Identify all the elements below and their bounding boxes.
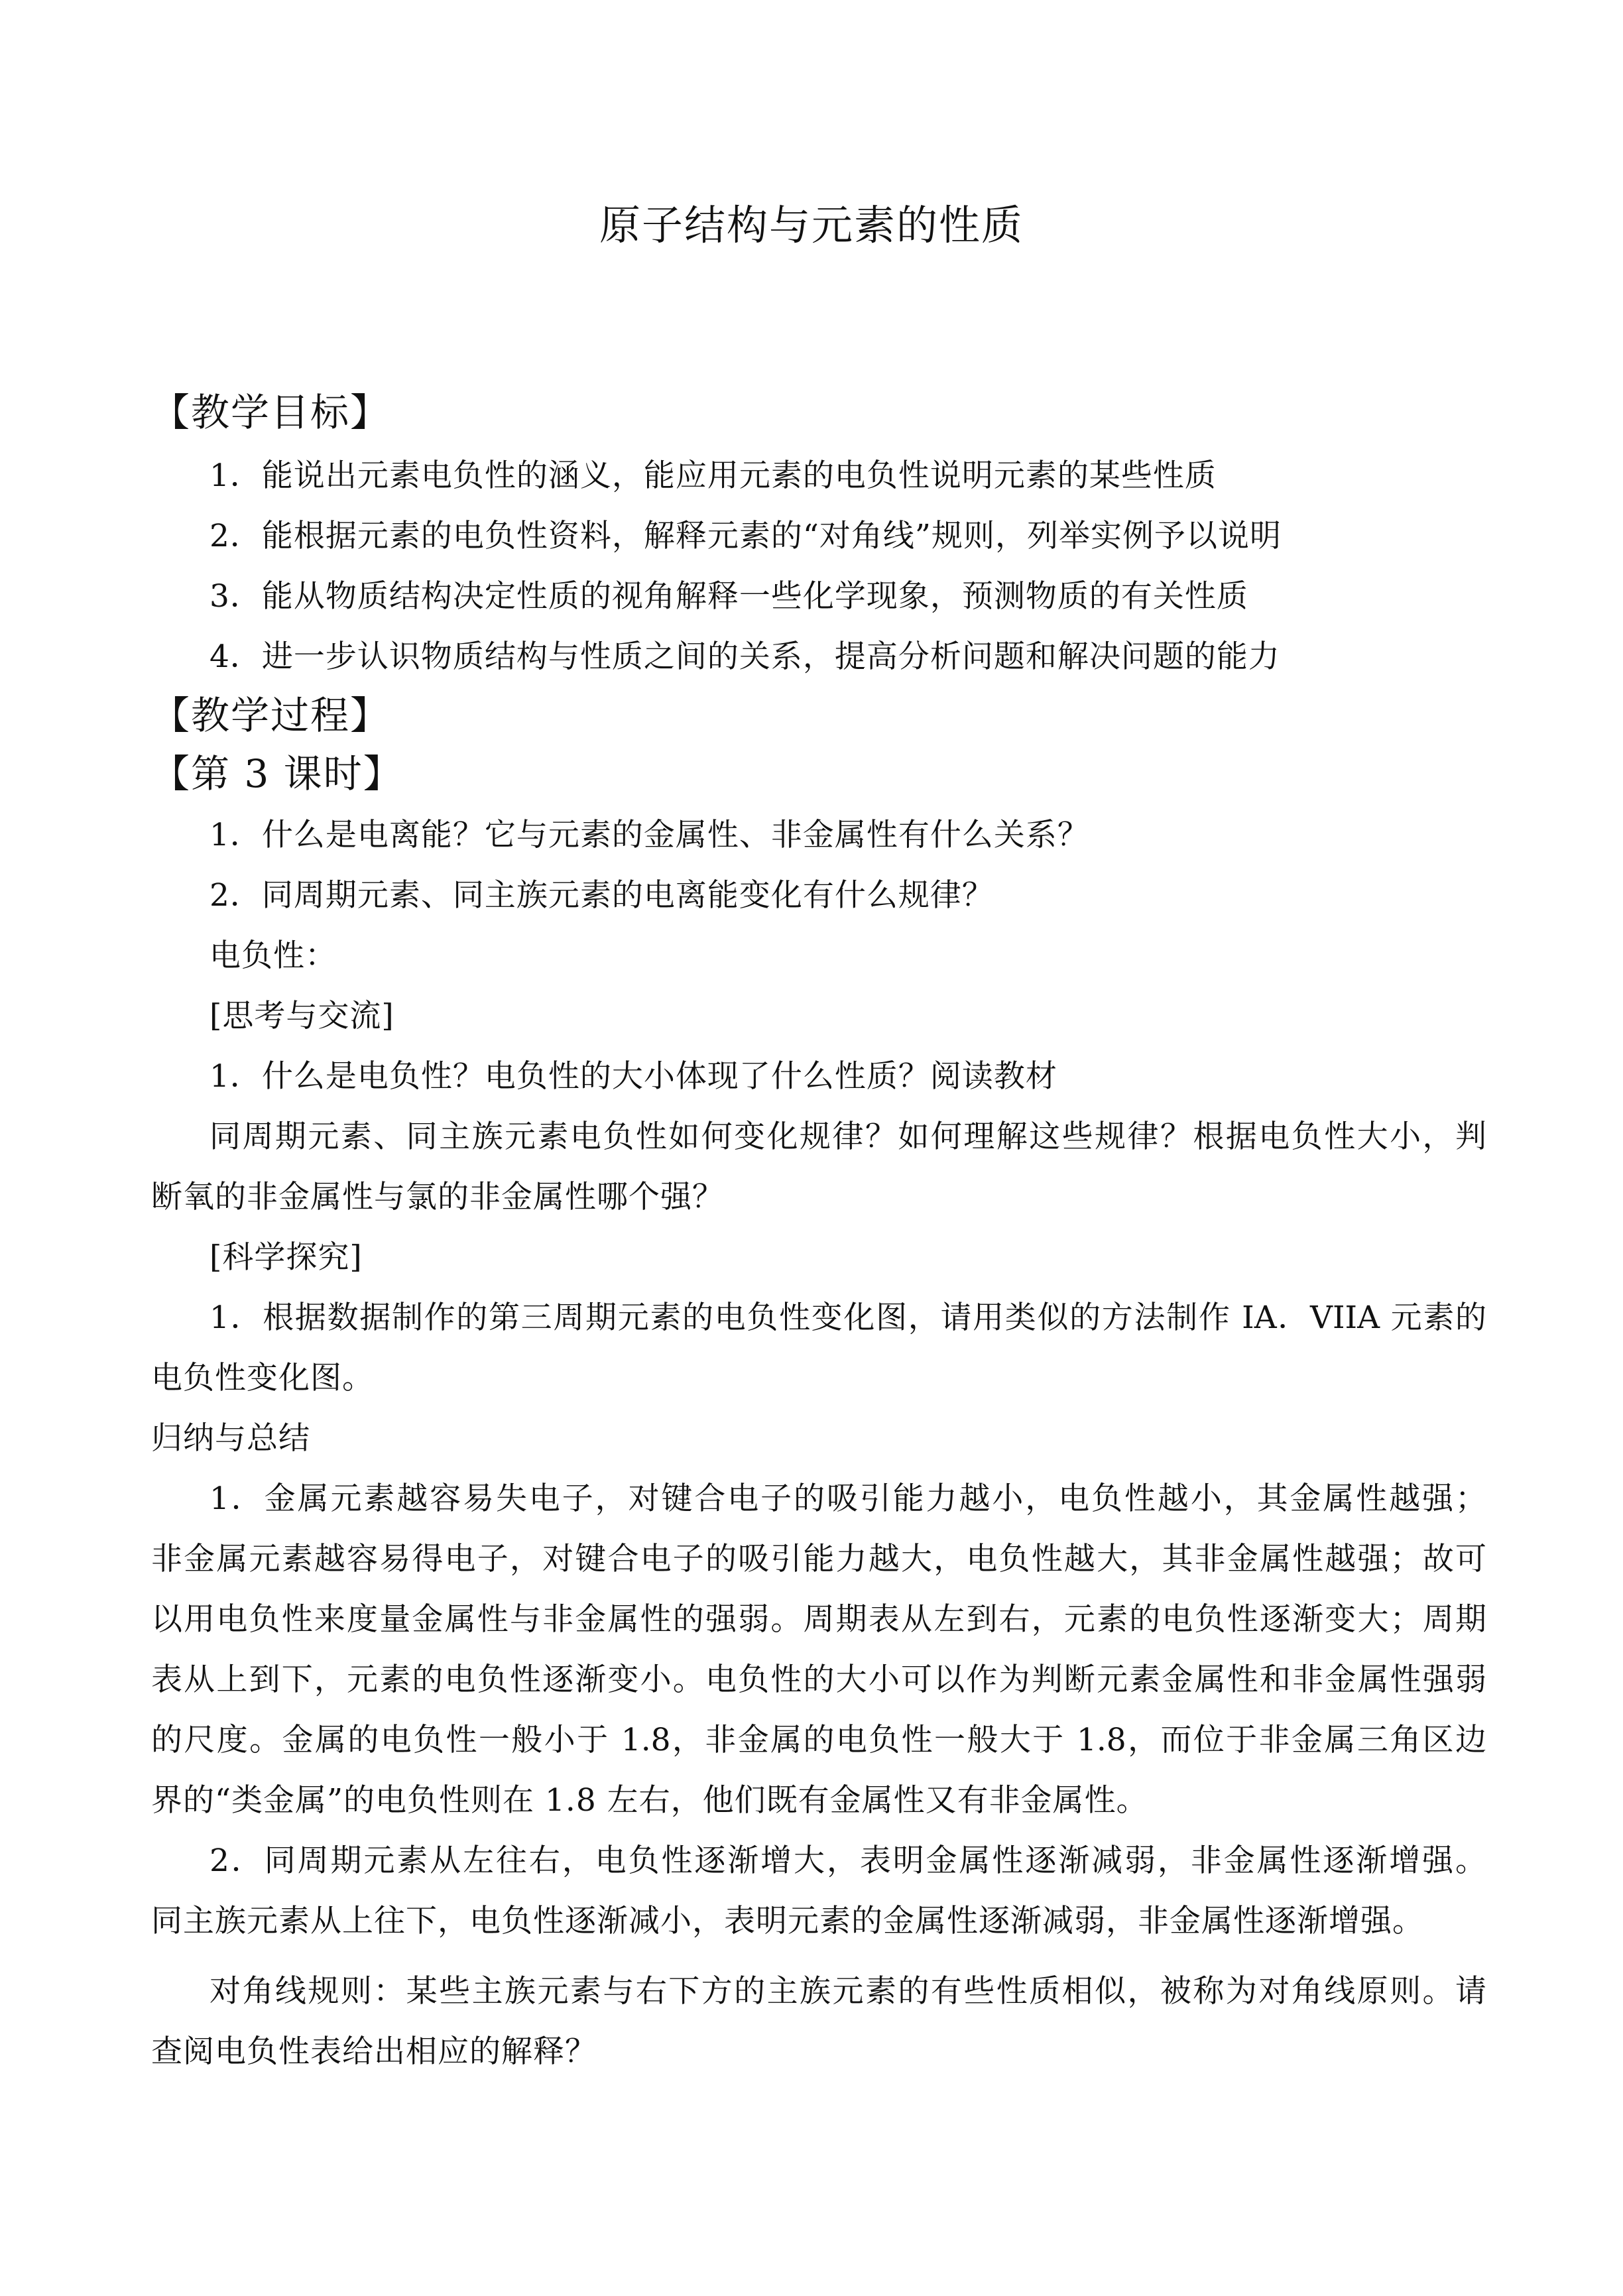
text-line: 同周期元素、同主族元素电负性如何变化规律？如何理解这些规律？根据电负性大小，判 [210, 1118, 1486, 1155]
question-line: 2．同周期元素、同主族元素的电离能变化有什么规律？ [210, 877, 994, 914]
goal-item: 4．进一步认识物质结构与性质之间的关系，提高分析问题和解决问题的能力 [210, 638, 1280, 675]
section-label: 归纳与总结 [151, 1420, 310, 1457]
text-line: 断氧的非金属性与氯的非金属性哪个强？ [151, 1179, 724, 1215]
document-title: 原子结构与元素的性质 [599, 201, 1024, 249]
text-line: 查阅电负性表给出相应的解释？ [151, 2033, 597, 2070]
question-line: 1．什么是电负性？电负性的大小体现了什么性质？阅读教材 [210, 1058, 1057, 1095]
text-line: 电负性变化图。 [151, 1360, 374, 1396]
text-line: 2．同周期元素从左往右，电负性逐渐增大，表明金属性逐渐减弱，非金属性逐渐增强。 [210, 1843, 1486, 1879]
text-line: 对角线规则：某些主族元素与右下方的主族元素的有些性质相似，被称为对角线原则。请 [210, 1973, 1486, 2010]
heading-lesson-3: 【第 3 课时】 [151, 751, 403, 796]
goal-item: 2．能根据元素的电负性资料，解释元素的“对角线”规则，列举实例予以说明 [210, 518, 1282, 554]
text-line: 非金属元素越容易得电子，对键合电子的吸引能力越大，电负性越大，其非金属性越强；故可 [151, 1541, 1486, 1577]
question-line: 1．什么是电离能？它与元素的金属性、非金属性有什么关系？ [210, 817, 1089, 853]
text-line: 1．金属元素越容易失电子，对键合电子的吸引能力越小，电负性越小，其金属性越强； [210, 1480, 1486, 1517]
text-line: 1．根据数据制作的第三周期元素的电负性变化图，请用类似的方法制作 IA．VIIA 元素的 [210, 1299, 1486, 1336]
heading-teaching-process: 【教学过程】 [151, 693, 391, 738]
text-line: 的尺度。金属的电负性一般小于 1.8，非金属的电负性一般大于 1.8，而位于非金属三角区边 [151, 1722, 1486, 1758]
goal-item: 1．能说出元素电负性的涵义，能应用元素的电负性说明元素的某些性质 [210, 457, 1217, 494]
text-line: 同主族元素从上往下，电负性逐渐减小，表明元素的金属性逐渐减弱，非金属性逐渐增强。 [151, 1903, 1424, 1939]
section-label: [科学探究] [210, 1239, 363, 1276]
goal-item: 3．能从物质结构决定性质的视角解释一些化学现象，预测物质的有关性质 [210, 578, 1248, 615]
text-line: 电负性： [210, 937, 337, 974]
heading-teaching-goals: 【教学目标】 [151, 390, 391, 435]
text-line: 表从上到下，元素的电负性逐渐变小。电负性的大小可以作为判断元素金属性和非金属性强弱 [151, 1662, 1486, 1698]
text-line: 以用电负性来度量金属性与非金属性的强弱。周期表从左到右，元素的电负性逐渐变大；周期 [151, 1601, 1486, 1638]
text-line: 界的“类金属”的电负性则在 1.8 左右，他们既有金属性又有非金属性。 [151, 1782, 1148, 1819]
section-label: [思考与交流] [210, 998, 394, 1034]
